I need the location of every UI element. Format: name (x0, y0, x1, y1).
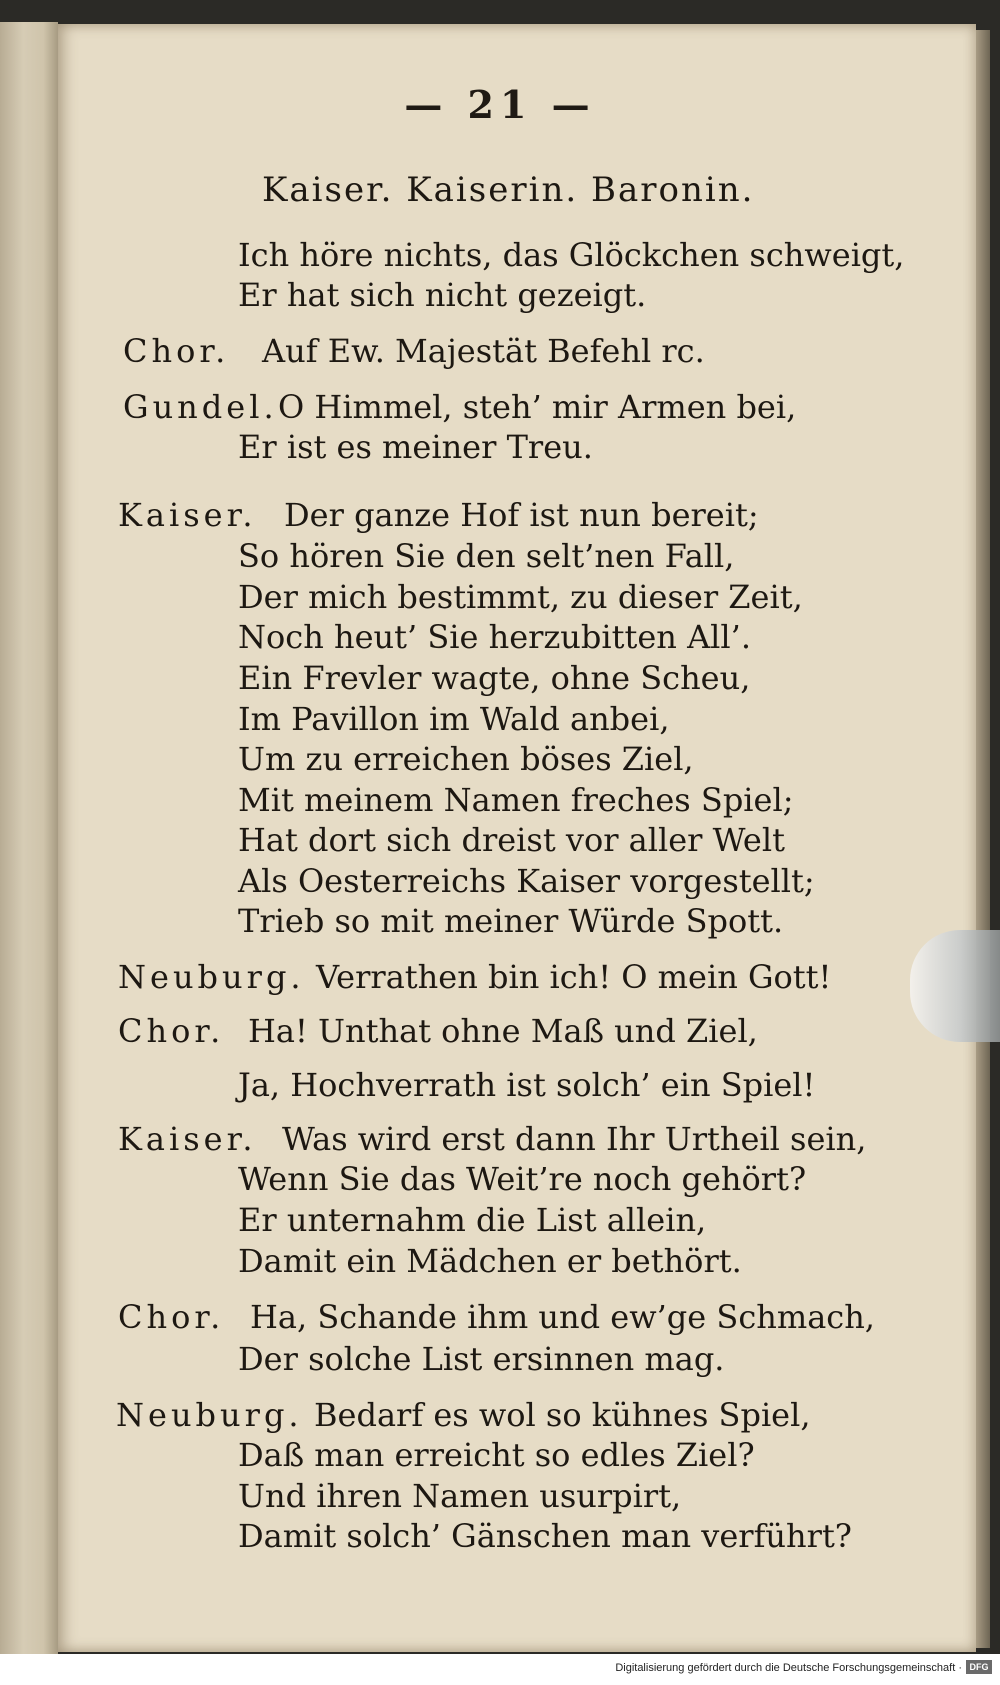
verse-line: Damit solch’ Gänschen man verführt? (238, 1517, 852, 1555)
verse-line: Noch heut’ Sie herzubitten All’. (238, 618, 751, 656)
verse-line: So hören Sie den selt’nen Fall, (238, 537, 735, 575)
speaker-name: Chor. (118, 1298, 225, 1336)
speaker-name: Kaiser. (118, 496, 257, 534)
speaker-name: Chor. (123, 332, 230, 370)
verse-line: Er unternahm die List allein, (238, 1201, 707, 1239)
verse-line: Damit ein Mädchen er bethört. (238, 1242, 742, 1280)
verse-line: Was wird erst dann Ihr Urtheil sein, (282, 1120, 867, 1158)
page-number: — 21 — (404, 82, 596, 127)
digitization-credit: Digitalisierung gefördert durch die Deutsche Forschungsgemeinschaft · (615, 1662, 962, 1674)
verse-line: Der solche List ersinnen mag. (238, 1340, 725, 1378)
speaker-name: Kaiser. (118, 1120, 257, 1158)
verse-line: Trieb so mit meiner Würde Spott. (238, 902, 784, 940)
verse-line: Daß man erreicht so edles Ziel? (238, 1436, 755, 1474)
verse-line: Hat dort sich dreist vor aller Welt (238, 821, 785, 859)
verse-line: Ha! Unthat ohne Maß und Ziel, (248, 1012, 758, 1050)
verse-line: Verrathen bin ich! O mein Gott! (316, 958, 832, 996)
page-clip (910, 930, 1000, 1042)
speaker-name: Neuburg. (118, 958, 305, 996)
left-page-edge (0, 22, 58, 1654)
page-stack-edge (976, 30, 990, 1648)
verse-line: Er ist es meiner Treu. (238, 428, 593, 466)
verse-line: Bedarf es wol so kühnes Spiel, (314, 1396, 811, 1434)
verse-line: Und ihren Namen usurpirt, (238, 1477, 682, 1515)
speaker-name: Chor. (118, 1012, 225, 1050)
verse-line: Mit meinem Namen freches Spiel; (238, 781, 794, 819)
verse-line: Im Pavillon im Wald anbei, (238, 700, 670, 738)
verse-line: Er hat sich nicht gezeigt. (238, 276, 647, 314)
speaker-name: Gundel. (123, 388, 278, 426)
dfg-logo: DFG (966, 1660, 992, 1674)
verse-line: Um zu erreichen böses Ziel, (238, 740, 694, 778)
verse-line: O Himmel, steh’ mir Armen bei, (278, 388, 797, 426)
verse-line: Ein Frevler wagte, ohne Scheu, (238, 659, 751, 697)
verse-line: Ich höre nichts, das Glöckchen schweigt, (238, 236, 905, 274)
speaker-name: Neuburg. (116, 1396, 303, 1434)
verse-line: Als Oesterreichs Kaiser vorgestellt; (238, 862, 815, 900)
verse-line: Ha, Schande ihm und ew’ge Schmach, (250, 1298, 875, 1336)
verse-line: Wenn Sie das Weit’re noch gehört? (238, 1160, 807, 1198)
verse-line: Auf Ew. Majestät Befehl rc. (262, 332, 705, 370)
scene-heading: Kaiser. Kaiserin. Baronin. (262, 170, 755, 210)
verse-line: Ja, Hochverrath ist solch’ ein Spiel! (238, 1066, 816, 1104)
verse-line: Der ganze Hof ist nun bereit; (284, 496, 759, 534)
verse-line: Der mich bestimmt, zu dieser Zeit, (238, 578, 803, 616)
